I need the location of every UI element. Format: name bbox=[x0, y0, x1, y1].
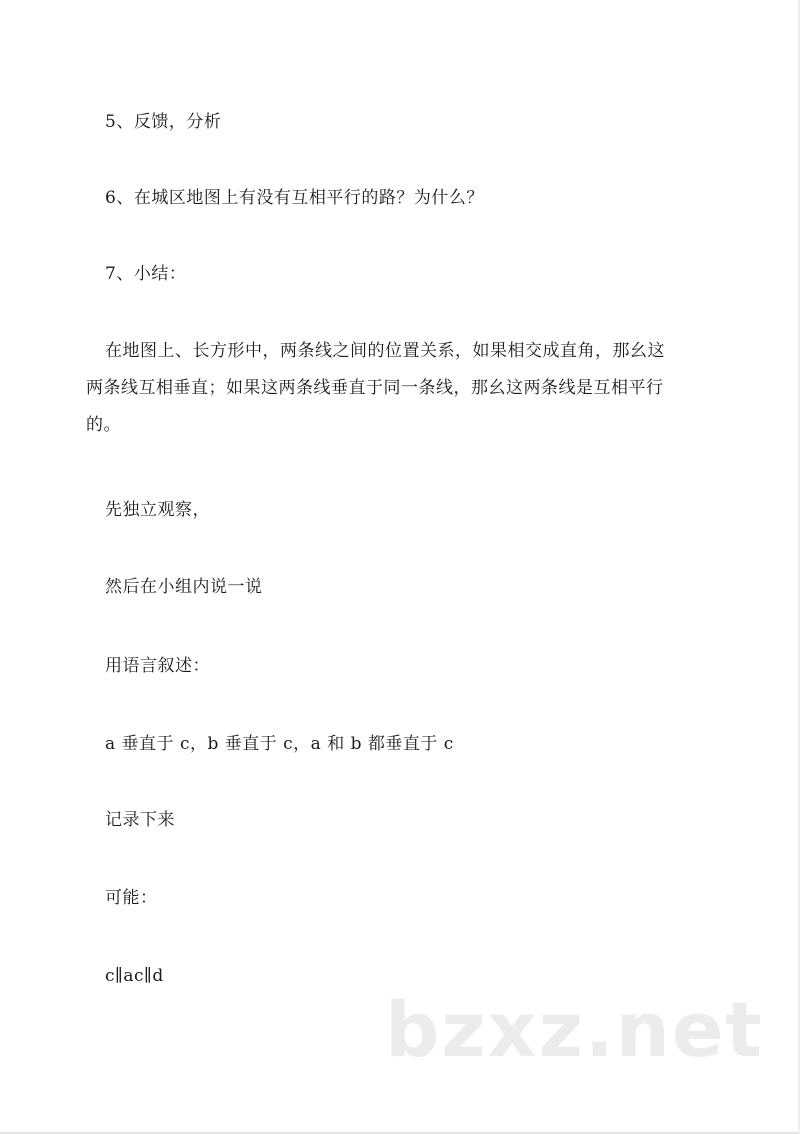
watermark-logo: bzxz.net bbox=[385, 985, 764, 1074]
summary-paragraph-line: 在地图上、长方形中，两条线之间的位置关系，如果相交成直角，那幺这 bbox=[105, 341, 665, 361]
text-line-possible: 可能： bbox=[105, 888, 158, 908]
summary-paragraph bbox=[86, 333, 716, 444]
text-line-describe-in-words: 用语言叙述： bbox=[105, 656, 210, 676]
text-line-feedback: 5、反馈，分析 bbox=[105, 112, 222, 132]
text-line-summary-heading: 7、小结： bbox=[105, 264, 187, 284]
summary-paragraph-line: 的。 bbox=[86, 415, 121, 435]
text-line-perpendicular-statement: a 垂直于 c，b 垂直于 c，a 和 b 都垂直于 c bbox=[105, 734, 454, 754]
text-line-observe-independently: 先独立观察， bbox=[105, 500, 210, 520]
text-line-question-parallel-roads: 6、在城区地图上有没有互相平行的路？为什么？ bbox=[105, 188, 484, 208]
summary-paragraph-line: 两条线互相垂直；如果这两条线垂直于同一条线，那幺这两条线是互相平行 bbox=[86, 378, 664, 398]
text-line-parallel-notation: c∥ac∥d bbox=[105, 966, 164, 986]
text-line-record-it: 记录下来 bbox=[105, 810, 175, 830]
text-line-discuss-in-group: 然后在小组内说一说 bbox=[105, 577, 263, 597]
